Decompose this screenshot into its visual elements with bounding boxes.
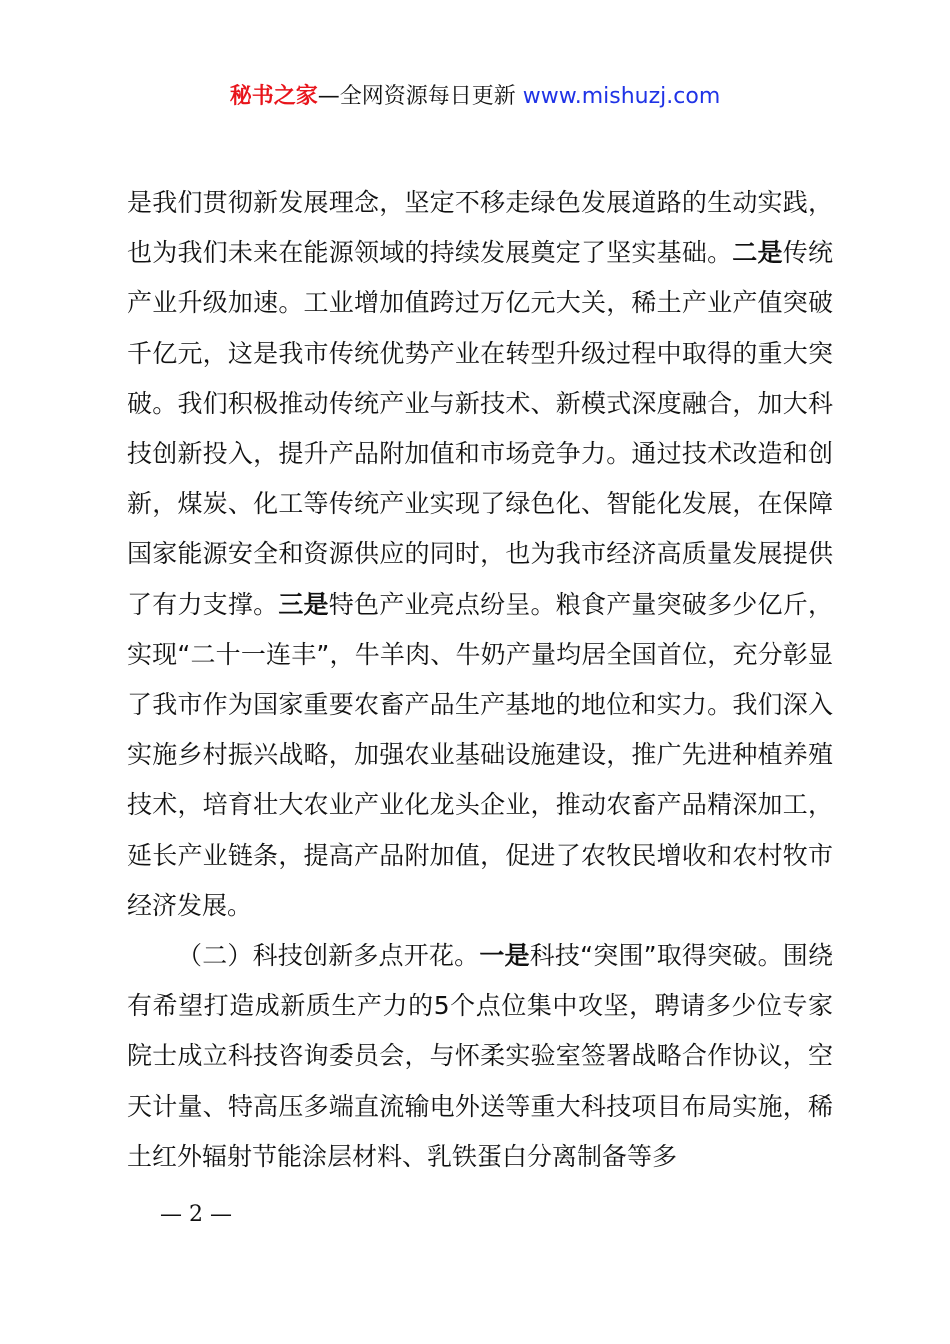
paragraph-tech-innovation [127, 931, 833, 1182]
bold-marker: 三是 [278, 589, 329, 619]
text-segment: 传统产业升级加速。工业增加值跨过万亿元大关，稀土产业产值突破千亿元，这是我市传统优势产业在转型升级过程中取得的重大突破。我们积极推动传统产业与新技术、新模式深度融合，加大科技创新投入，提升产品附加值和市场竞争力。通过技术改造和创新，煤炭、化工等传统产业实现了绿色化、智能化发展，在保障国家能源安全和资源供应的同时，也为我市经济高质量发展提供了有力支撑。 [127, 238, 833, 619]
page-number: — 2 — [160, 1202, 232, 1227]
text-segment: 是我们贯彻新发展理念，坚定不移走绿色发展道路的生动实践，也为我们未来在能源领域的持续发展奠定了坚实基础。 [127, 188, 833, 268]
bold-marker: 一是 [479, 941, 530, 971]
paragraph-industry [127, 178, 833, 931]
text-segment: 科技“突围”取得突破。围绕有希望打造成新质生产力的5个点位集中攻坚，聘请多少位专家院士成立科技咨询委员会，与怀柔实验室签署战略合作协议，空天计量、特高压多端直流输电外送等重大科技项目布局实施，稀土红外辐射节能涂层材料、乳铁蛋白分离制备等多 [127, 941, 833, 1171]
bold-marker: 二是 [732, 238, 783, 268]
site-header [0, 82, 950, 112]
text-segment: 特色产业亮点纷呈。粮食产量突破多少亿斤，实现“二十一连丰”，牛羊肉、牛奶产量均居全国首位，充分彰显了我市作为国家重要农畜产品生产基地的地位和实力。我们深入实施乡村振兴战略，加强农业基础设施建设，推广先进种植养殖技术，培育壮大农业产业化龙头企业，推动农畜产品精深加工，延长产业链条，提高产品附加值，促进了农牧民增收和农村牧市经济发展。 [127, 589, 833, 920]
section-heading: （二）科技创新多点开花。 [177, 941, 480, 971]
header-slogan: —全网资源每日更新 [317, 84, 516, 109]
site-url-link[interactable]: www.mishuzj.com [522, 84, 721, 109]
document-body [127, 178, 833, 1182]
brand-name: 秘书之家 [229, 84, 318, 109]
